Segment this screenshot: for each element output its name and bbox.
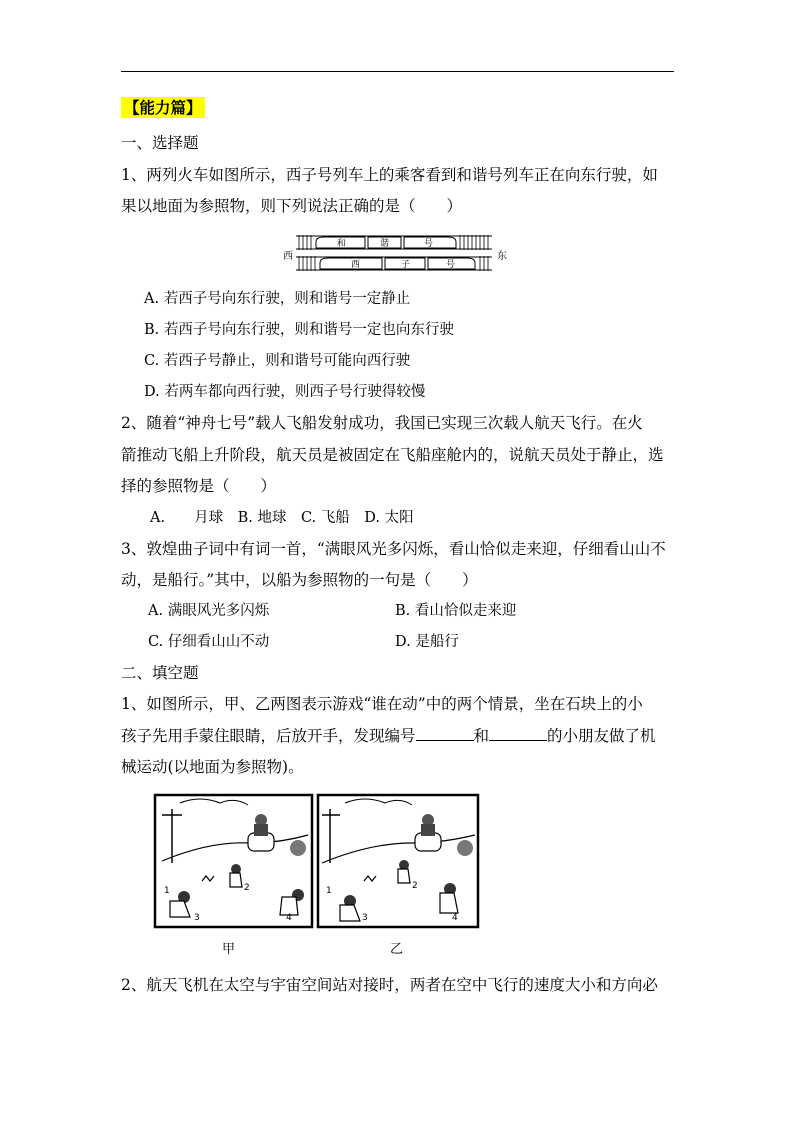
jia-kid-1: 1 <box>164 886 170 896</box>
q1-option-a: A. 若西子号向东行驶，则和谐号一定静止 <box>144 291 411 307</box>
q1-line1: 1、两列火车如图所示，西子号列车上的乘客看到和谐号列车正在向东行驶，如 <box>121 166 658 184</box>
part2-heading: 二、填空题 <box>121 664 199 682</box>
west-label: 西 <box>283 251 293 262</box>
answer-blank-2[interactable] <box>489 726 547 741</box>
train-top-car3: 号 <box>424 239 434 249</box>
train-figure <box>280 232 512 276</box>
train-top-car2: 谐 <box>380 239 390 249</box>
header-rule <box>121 71 674 72</box>
caption-yi: 乙 <box>390 942 404 957</box>
q3-option-d: D. 是船行 <box>395 634 459 650</box>
fill2-line1: 2、航天飞机在太空与宇宙空间站对接时，两者在空中飞行的速度大小和方向必 <box>121 976 658 994</box>
q1-option-c: C. 若西子号静止，则和谐号可能向西行驶 <box>144 353 411 369</box>
train-top-car1: 和 <box>337 239 347 249</box>
panel-yi <box>318 795 478 927</box>
game-figure <box>150 793 482 963</box>
yi-kid-3: 3 <box>362 913 368 923</box>
q2-line2: 箭推动飞船上升阶段，航天员是被固定在飞船座舱内的，说航天员处于静止，选 <box>121 446 664 464</box>
train-bottom-car1: 西 <box>351 260 361 270</box>
jia-kid-2: 2 <box>244 883 250 893</box>
q2-options: A. 月球 B. 地球 C. 飞船 D. 太阳 <box>150 510 414 526</box>
q2-line3: 择的参照物是（ ） <box>121 477 277 495</box>
fill1-line2-c: 的小朋友做了机 <box>547 727 656 745</box>
panel-jia <box>155 795 312 927</box>
train-xizi <box>320 258 475 270</box>
fill1-line2-b: 和 <box>473 727 490 745</box>
q3-line1: 3、敦煌曲子词中有词一首，“满眼风光多闪烁，看山恰似走来迎，仔细看山山不 <box>121 540 666 558</box>
yi-kid-1: 1 <box>326 886 332 896</box>
caption-jia: 甲 <box>222 942 236 957</box>
train-hexie <box>316 237 456 249</box>
yi-kid-2: 2 <box>412 881 418 891</box>
train-bottom-car3: 号 <box>446 260 456 270</box>
q1-line2: 果以地面为参照物，则下列说法正确的是（ ） <box>121 197 463 215</box>
yi-kid-4: 4 <box>452 913 458 923</box>
train-bottom-car2: 子 <box>401 260 411 270</box>
q3-line2: 动，是船行。”其中，以船为参照物的一句是（ ） <box>121 571 478 589</box>
fill1-line1: 1、如图所示，甲、乙两图表示游戏“谁在动”中的两个情景，坐在石块上的小 <box>121 695 643 713</box>
fill1-line3: 械运动(以地面为参照物)。 <box>121 758 304 776</box>
jia-kid-4: 4 <box>286 913 292 923</box>
section-tag: 【能力篇】 <box>121 97 205 118</box>
east-label: 东 <box>497 251 507 262</box>
q3-option-c: C. 仔细看山山不动 <box>148 634 270 650</box>
jia-kid-3: 3 <box>194 913 200 923</box>
q3-option-b: B. 看山恰似走来迎 <box>395 603 517 619</box>
q3-option-a: A. 满眼风光多闪烁 <box>148 603 270 619</box>
section-tag-line <box>121 98 205 118</box>
q1-option-b: B. 若西子号向东行驶，则和谐号一定也向东行驶 <box>144 322 454 338</box>
fill1-line2-a: 孩子先用手蒙住眼睛，后放开手，发现编号 <box>121 727 416 745</box>
part1-heading: 一、选择题 <box>121 134 199 152</box>
fill1-line2 <box>121 726 656 746</box>
q1-option-d: D. 若两车都向西行驶，则西子号行驶得较慢 <box>144 384 426 400</box>
answer-blank-1[interactable] <box>416 726 474 741</box>
q2-line1: 2、随着“神舟七号”载人飞船发射成功，我国已实现三次载人航天飞行。在火 <box>121 414 643 432</box>
